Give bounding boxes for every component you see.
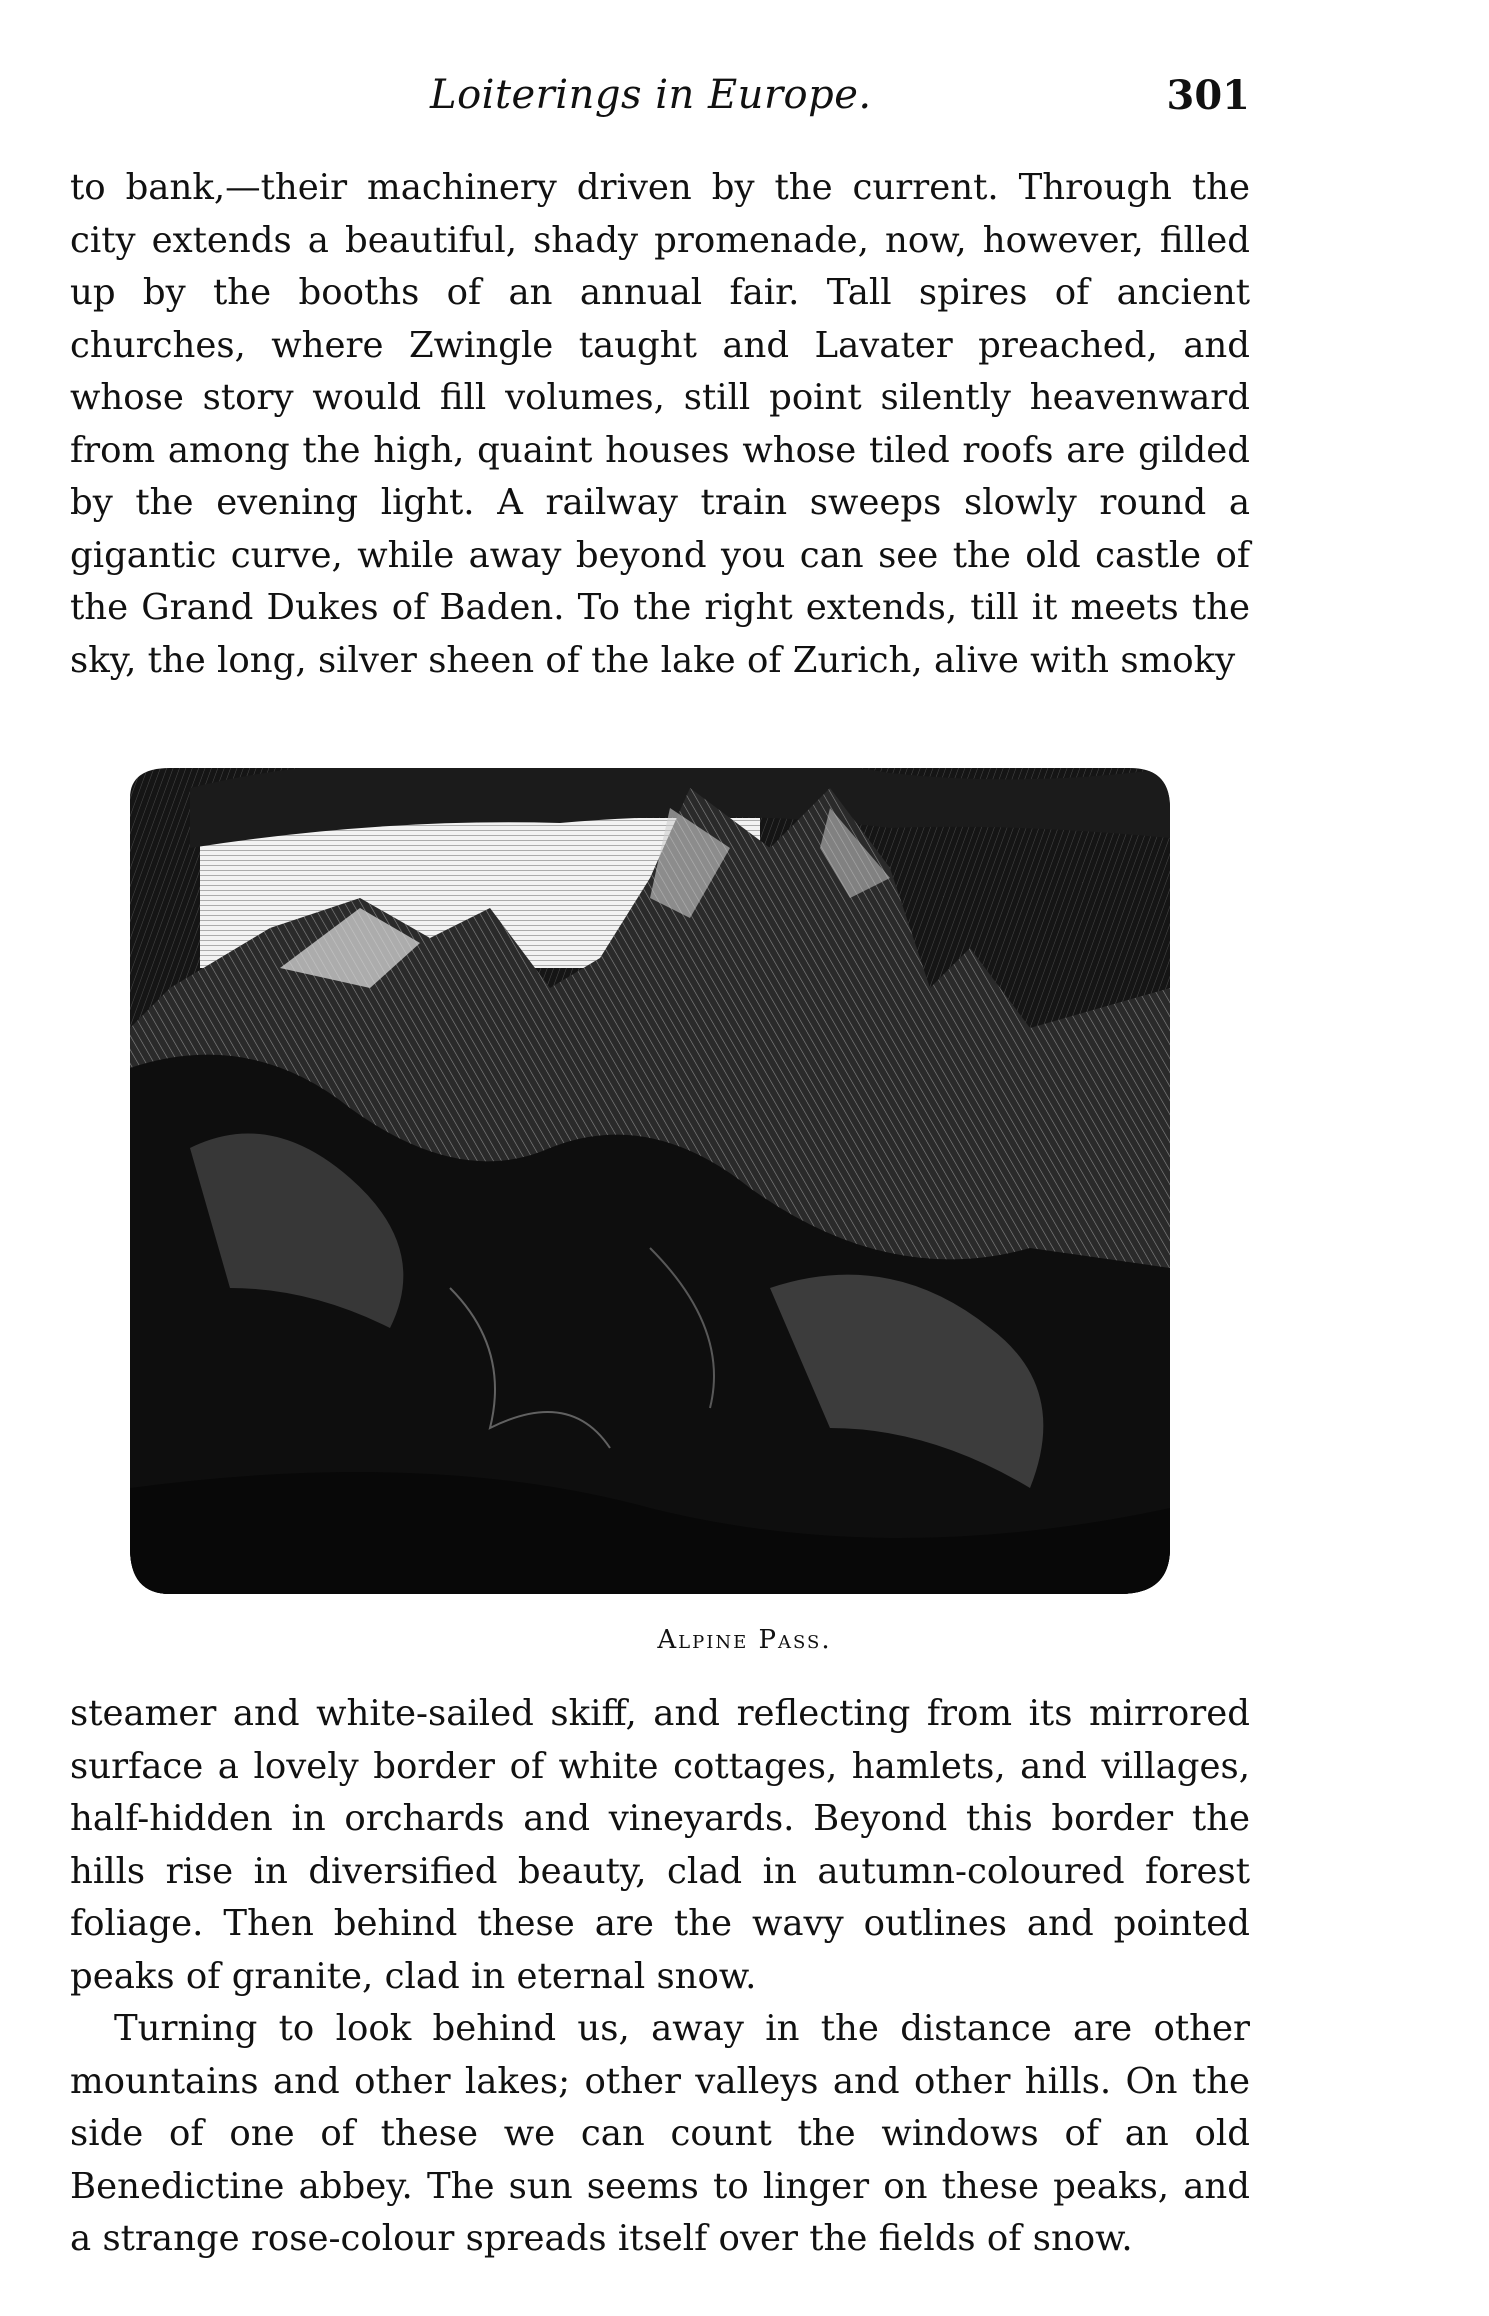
final-paragraph: Turning to look behind us, away in the distance are other mountains and other lakes; other valleys and other hills. On the side of one of these we can count the windows of an old Benedictine abbey. The sun seems to linger on these peaks, and a strange rose-colour spreads itself over the fields of snow. xyxy=(70,2008,1250,2259)
running-head xyxy=(70,72,1250,132)
engraving-illustration xyxy=(130,728,1170,1604)
running-title: Loiterings in Europe. xyxy=(430,72,872,118)
continued-paragraph: steamer and white-sailed skiff, and reflecting from its mirrored surface a lovely border of white cottages, hamlets, and villages, half-hidden in orchards and vineyards. Beyond this border the hills rise in diversified beauty, clad in autumn-coloured forest foliage. Then behind these are the wavy outlines and pointed peaks of granite, clad in eternal snow. xyxy=(70,1693,1250,1997)
page-number: 301 xyxy=(1166,72,1250,119)
top-paragraph: to bank,—their machinery driven by the current. Through the city extends a beautiful, shady promenade, now, however, filled up by the booths of an annual fair. Tall spires of ancient churches, where Zwingle taught and Lavater preached, and whose story would fill volumes, still point silently heavenward from among the high, quaint houses whose tiled roofs are gilded by the evening light. A railway train sweeps slowly round a gigantic curve, while away beyond you can see the old castle of the Grand Dukes of Baden. To the right extends, till it meets the sky, the long, silver sheen of the lake of Zurich, alive with smoky xyxy=(70,167,1250,681)
engraving-scene xyxy=(130,728,1170,1604)
alpine-pass-engraving xyxy=(130,728,1170,1604)
text-block-bottom xyxy=(70,1688,1250,2266)
text-block-top xyxy=(70,162,1250,687)
figure-caption: Alpine Pass. xyxy=(657,1625,832,1655)
